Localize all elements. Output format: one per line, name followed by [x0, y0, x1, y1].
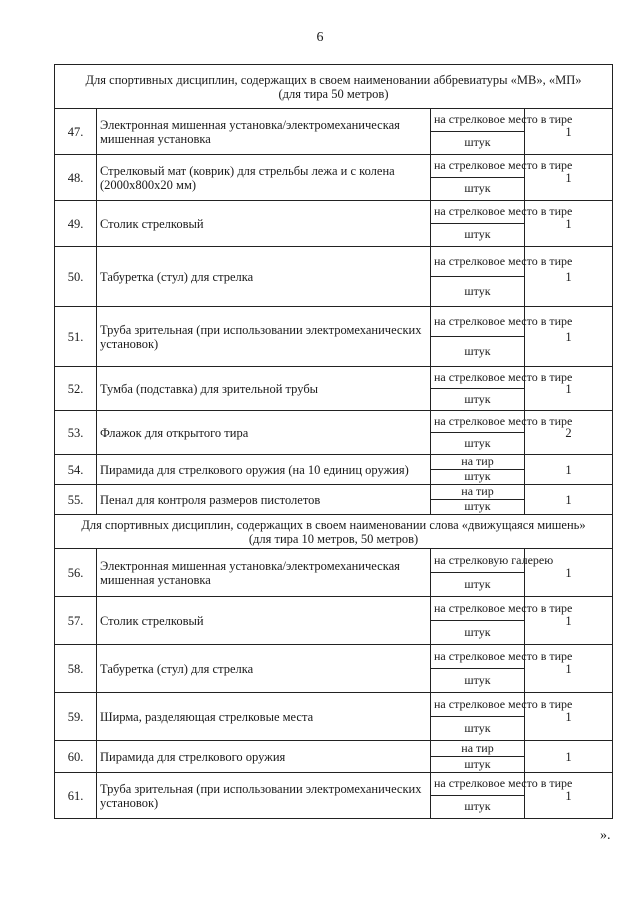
item-name: Табуретка (стул) для стрелка — [97, 645, 431, 693]
item-number: 47. — [55, 109, 97, 155]
item-number: 53. — [55, 411, 97, 455]
page-number: 6 — [316, 30, 324, 45]
item-number: 51. — [55, 307, 97, 367]
item-name: Ширма, разделяющая стрелковые места — [97, 693, 431, 741]
item-number: 60. — [55, 741, 97, 773]
item-unit: на стрелковое место в тире — [431, 109, 525, 132]
equipment-table — [54, 64, 613, 819]
item-name: Пирамида для стрелкового оружия (на 10 единиц оружия) — [97, 455, 431, 485]
item-measure: штук — [431, 796, 525, 819]
item-quantity: 2 — [525, 411, 613, 455]
item-number: 49. — [55, 201, 97, 247]
item-measure: штук — [431, 470, 525, 485]
item-unit: на стрелковое место в тире — [431, 411, 525, 433]
item-number: 58. — [55, 645, 97, 693]
table-row — [55, 411, 613, 433]
table-row — [55, 773, 613, 796]
item-quantity: 1 — [525, 455, 613, 485]
section-header-row — [55, 515, 613, 549]
item-quantity: 1 — [525, 307, 613, 367]
item-quantity: 1 — [525, 201, 613, 247]
item-measure: штук — [431, 500, 525, 515]
item-unit: на стрелковое место в тире — [431, 155, 525, 178]
item-measure: штук — [431, 669, 525, 693]
item-name: Труба зрительная (при использовании электромеханических установок) — [97, 307, 431, 367]
table-row — [55, 155, 613, 178]
item-name: Столик стрелковый — [97, 597, 431, 645]
item-number: 56. — [55, 549, 97, 597]
item-unit: на стрелковое место в тире — [431, 645, 525, 669]
item-measure: штук — [431, 757, 525, 773]
item-measure: штук — [431, 717, 525, 741]
item-number: 54. — [55, 455, 97, 485]
table-row — [55, 645, 613, 669]
item-measure: штук — [431, 224, 525, 247]
item-unit: на стрелковое место в тире — [431, 247, 525, 277]
item-name: Тумба (подставка) для зрительной трубы — [97, 367, 431, 411]
item-quantity: 1 — [525, 645, 613, 693]
item-name: Флажок для открытого тира — [97, 411, 431, 455]
item-unit: на стрелковую галерею — [431, 549, 525, 573]
table-row — [55, 367, 613, 389]
table-row — [55, 693, 613, 717]
item-quantity: 1 — [525, 741, 613, 773]
item-quantity: 1 — [525, 773, 613, 819]
item-quantity: 1 — [525, 485, 613, 515]
table-row — [55, 549, 613, 573]
item-name: Столик стрелковый — [97, 201, 431, 247]
item-quantity: 1 — [525, 247, 613, 307]
section-title: Для спортивных дисциплин, содержащих в своем наименовании аббревиатуры «МВ», «МП» — [85, 72, 582, 87]
item-name: Труба зрительная (при использовании электромеханических установок) — [97, 773, 431, 819]
table-row — [55, 741, 613, 757]
item-number: 61. — [55, 773, 97, 819]
item-quantity: 1 — [525, 693, 613, 741]
item-unit: на тир — [431, 741, 525, 757]
item-unit: на тир — [431, 455, 525, 470]
item-measure: штук — [431, 389, 525, 411]
item-number: 55. — [55, 485, 97, 515]
item-number: 48. — [55, 155, 97, 201]
item-quantity: 1 — [525, 549, 613, 597]
item-unit: на тир — [431, 485, 525, 500]
item-name: Стрелковый мат (коврик) для стрельбы лежа и с колена (2000х800х20 мм) — [97, 155, 431, 201]
section-header — [55, 65, 613, 109]
item-measure: штук — [431, 178, 525, 201]
item-name: Пирамида для стрелкового оружия — [97, 741, 431, 773]
item-measure: штук — [431, 573, 525, 597]
item-name: Электронная мишенная установка/электромеханическая мишенная установка — [97, 109, 431, 155]
item-unit: на стрелковое место в тире — [431, 597, 525, 621]
item-measure: штук — [431, 621, 525, 645]
item-name: Пенал для контроля размеров пистолетов — [97, 485, 431, 515]
item-quantity: 1 — [525, 155, 613, 201]
item-unit: на стрелковое место в тире — [431, 367, 525, 389]
item-measure: штук — [431, 433, 525, 455]
item-number: 52. — [55, 367, 97, 411]
item-measure: штук — [431, 337, 525, 367]
table-row — [55, 597, 613, 621]
item-unit: на стрелковое место в тире — [431, 693, 525, 717]
item-measure: штук — [431, 132, 525, 155]
item-measure: штук — [431, 277, 525, 307]
table-row — [55, 455, 613, 470]
section-title: Для спортивных дисциплин, содержащих в своем наименовании слова «движущаяся мишень» — [81, 517, 586, 532]
section-subtitle: (для тира 50 метров) — [278, 86, 389, 101]
item-name: Электронная мишенная установка/электромеханическая мишенная установка — [97, 549, 431, 597]
item-quantity: 1 — [525, 109, 613, 155]
section-header-row — [55, 65, 613, 109]
item-quantity: 1 — [525, 367, 613, 411]
section-header — [55, 515, 613, 549]
closing-quote-mark: ». — [600, 828, 611, 843]
table-row — [55, 247, 613, 277]
section-subtitle: (для тира 10 метров, 50 метров) — [248, 531, 419, 546]
item-number: 50. — [55, 247, 97, 307]
item-unit: на стрелковое место в тире — [431, 201, 525, 224]
item-unit: на стрелковое место в тире — [431, 307, 525, 337]
item-unit: на стрелковое место в тире — [431, 773, 525, 796]
item-quantity: 1 — [525, 597, 613, 645]
table-row — [55, 201, 613, 224]
table-row — [55, 109, 613, 132]
table-row — [55, 485, 613, 500]
item-number: 57. — [55, 597, 97, 645]
item-number: 59. — [55, 693, 97, 741]
table-row — [55, 307, 613, 337]
item-name: Табуретка (стул) для стрелка — [97, 247, 431, 307]
